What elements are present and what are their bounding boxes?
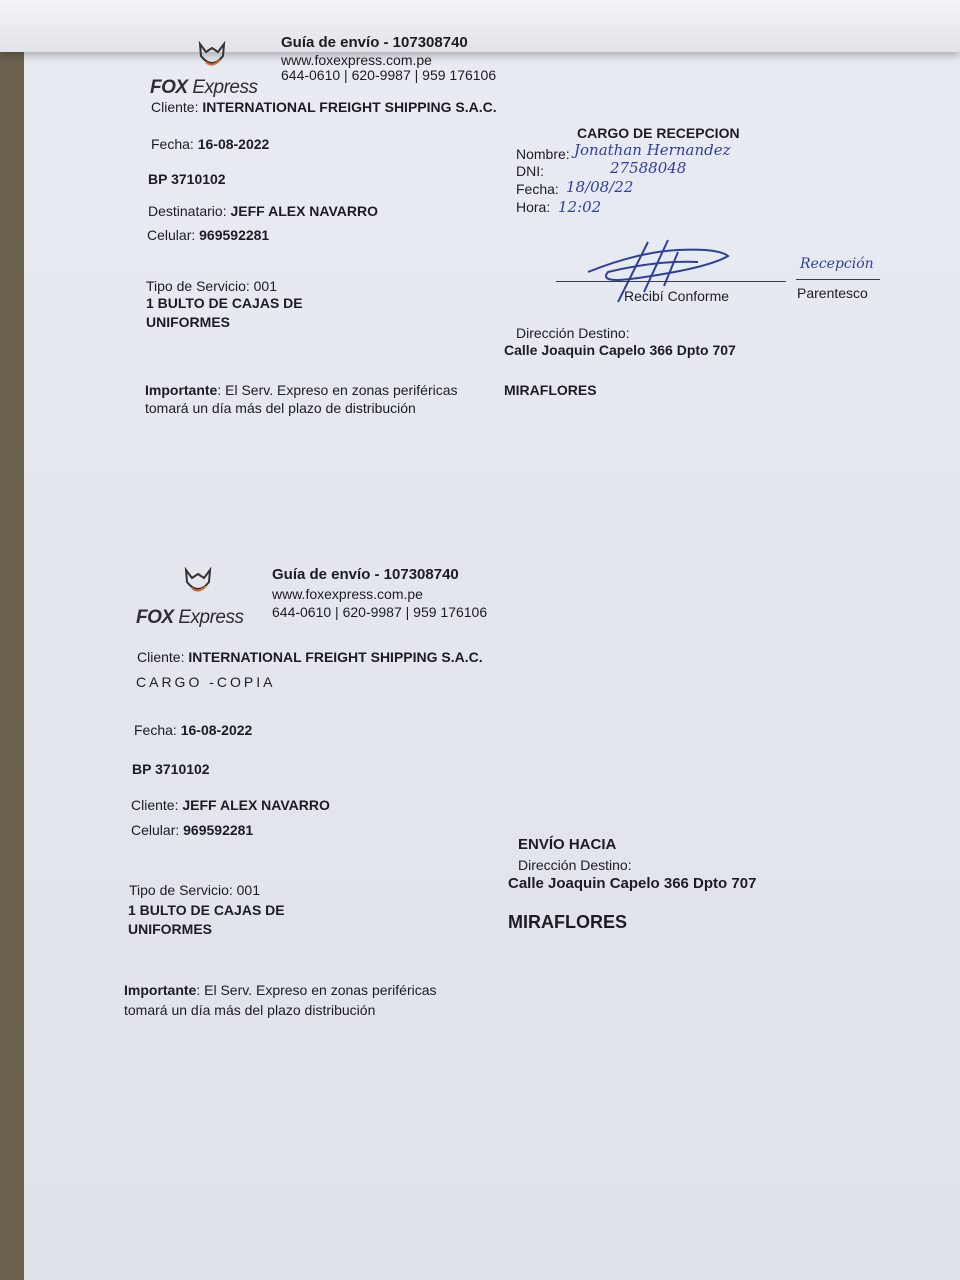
brand-logo: FOX Express <box>136 607 244 628</box>
date-row: Fecha: 16-08-2022 <box>151 136 270 152</box>
handwritten-dni: 27588048 <box>610 159 687 177</box>
recipient-row: Cliente: JEFF ALEX NAVARRO <box>131 797 330 813</box>
brand-logo: FOX Express <box>150 77 258 98</box>
handwritten-time: 12:02 <box>558 198 602 216</box>
destination-label: Dirección Destino: <box>518 857 632 873</box>
time-label: Hora: <box>516 199 551 215</box>
package-line-2: UNIFORMES <box>146 314 230 330</box>
receipt-title: CARGO DE RECEPCION <box>577 125 740 141</box>
guia-title: Guía de envío - 107308740 <box>272 566 459 583</box>
handwritten-name: Jonathan Hernandez <box>574 141 731 159</box>
guia-title: Guía de envío - 107308740 <box>281 34 468 51</box>
handwritten-date: 18/08/22 <box>566 178 634 196</box>
handwritten-relation: Recepción <box>800 256 874 272</box>
package-line-2: UNIFORMES <box>128 921 212 937</box>
relation-label: Parentesco <box>797 285 868 301</box>
phones: 644-0610 | 620-9987 | 959 176106 <box>272 604 488 620</box>
phone-row: Celular: 969592281 <box>147 227 270 243</box>
recipient-row: Destinatario: JEFF ALEX NAVARRO <box>148 203 379 219</box>
website: www.foxexpress.com.pe <box>272 586 423 602</box>
destination-address: Calle Joaquin Capelo 366 Dpto 707 <box>504 342 736 358</box>
phones: 644-0610 | 620-9987 | 959 176106 <box>281 67 497 83</box>
received-label: Recibí Conforme <box>624 288 730 304</box>
service-type: Tipo de Servicio: 001 <box>146 278 277 294</box>
dni-label: DNI: <box>516 163 544 179</box>
bp-code: BP 3710102 <box>132 761 210 777</box>
destination-address: Calle Joaquin Capelo 366 Dpto 707 <box>508 875 757 892</box>
important-line-2: tomará un día más del plazo de distribución <box>145 400 416 416</box>
phone-row: Celular: 969592281 <box>131 822 254 838</box>
important-line-2: tomará un día más del plazo distribución <box>124 1002 376 1018</box>
client-row: Cliente: INTERNATIONAL FREIGHT SHIPPING S.A.C. <box>137 649 483 665</box>
fox-logo-icon <box>196 40 228 72</box>
fox-logo-icon <box>182 566 214 598</box>
name-label: Nombre: <box>516 146 570 162</box>
bp-code: BP 3710102 <box>148 171 226 187</box>
destination-district: MIRAFLORES <box>508 912 627 932</box>
destination-label: Dirección Destino: <box>516 325 630 341</box>
copy-label: CARGO -COPIA <box>136 674 276 690</box>
destination-district: MIRAFLORES <box>504 382 597 398</box>
service-type: Tipo de Servicio: 001 <box>129 882 260 898</box>
date-row: Fecha: 16-08-2022 <box>134 722 253 738</box>
receipt-date-label: Fecha: <box>516 181 559 197</box>
package-line-1: 1 BULTO DE CAJAS DE <box>146 295 303 311</box>
ship-to-title: ENVÍO HACIA <box>518 836 617 853</box>
package-line-1: 1 BULTO DE CAJAS DE <box>128 902 285 918</box>
signature-line <box>556 281 786 282</box>
relation-line <box>796 279 880 280</box>
important-line-1: Importante: El Serv. Expreso en zonas periféricas <box>124 982 437 998</box>
website: www.foxexpress.com.pe <box>281 52 432 68</box>
client-row: Cliente: INTERNATIONAL FREIGHT SHIPPING S.A.C. <box>151 99 497 115</box>
important-line-1: Importante: El Serv. Expreso en zonas periféricas <box>145 382 458 398</box>
folded-page-edge <box>0 0 960 52</box>
document-page <box>24 0 960 1280</box>
